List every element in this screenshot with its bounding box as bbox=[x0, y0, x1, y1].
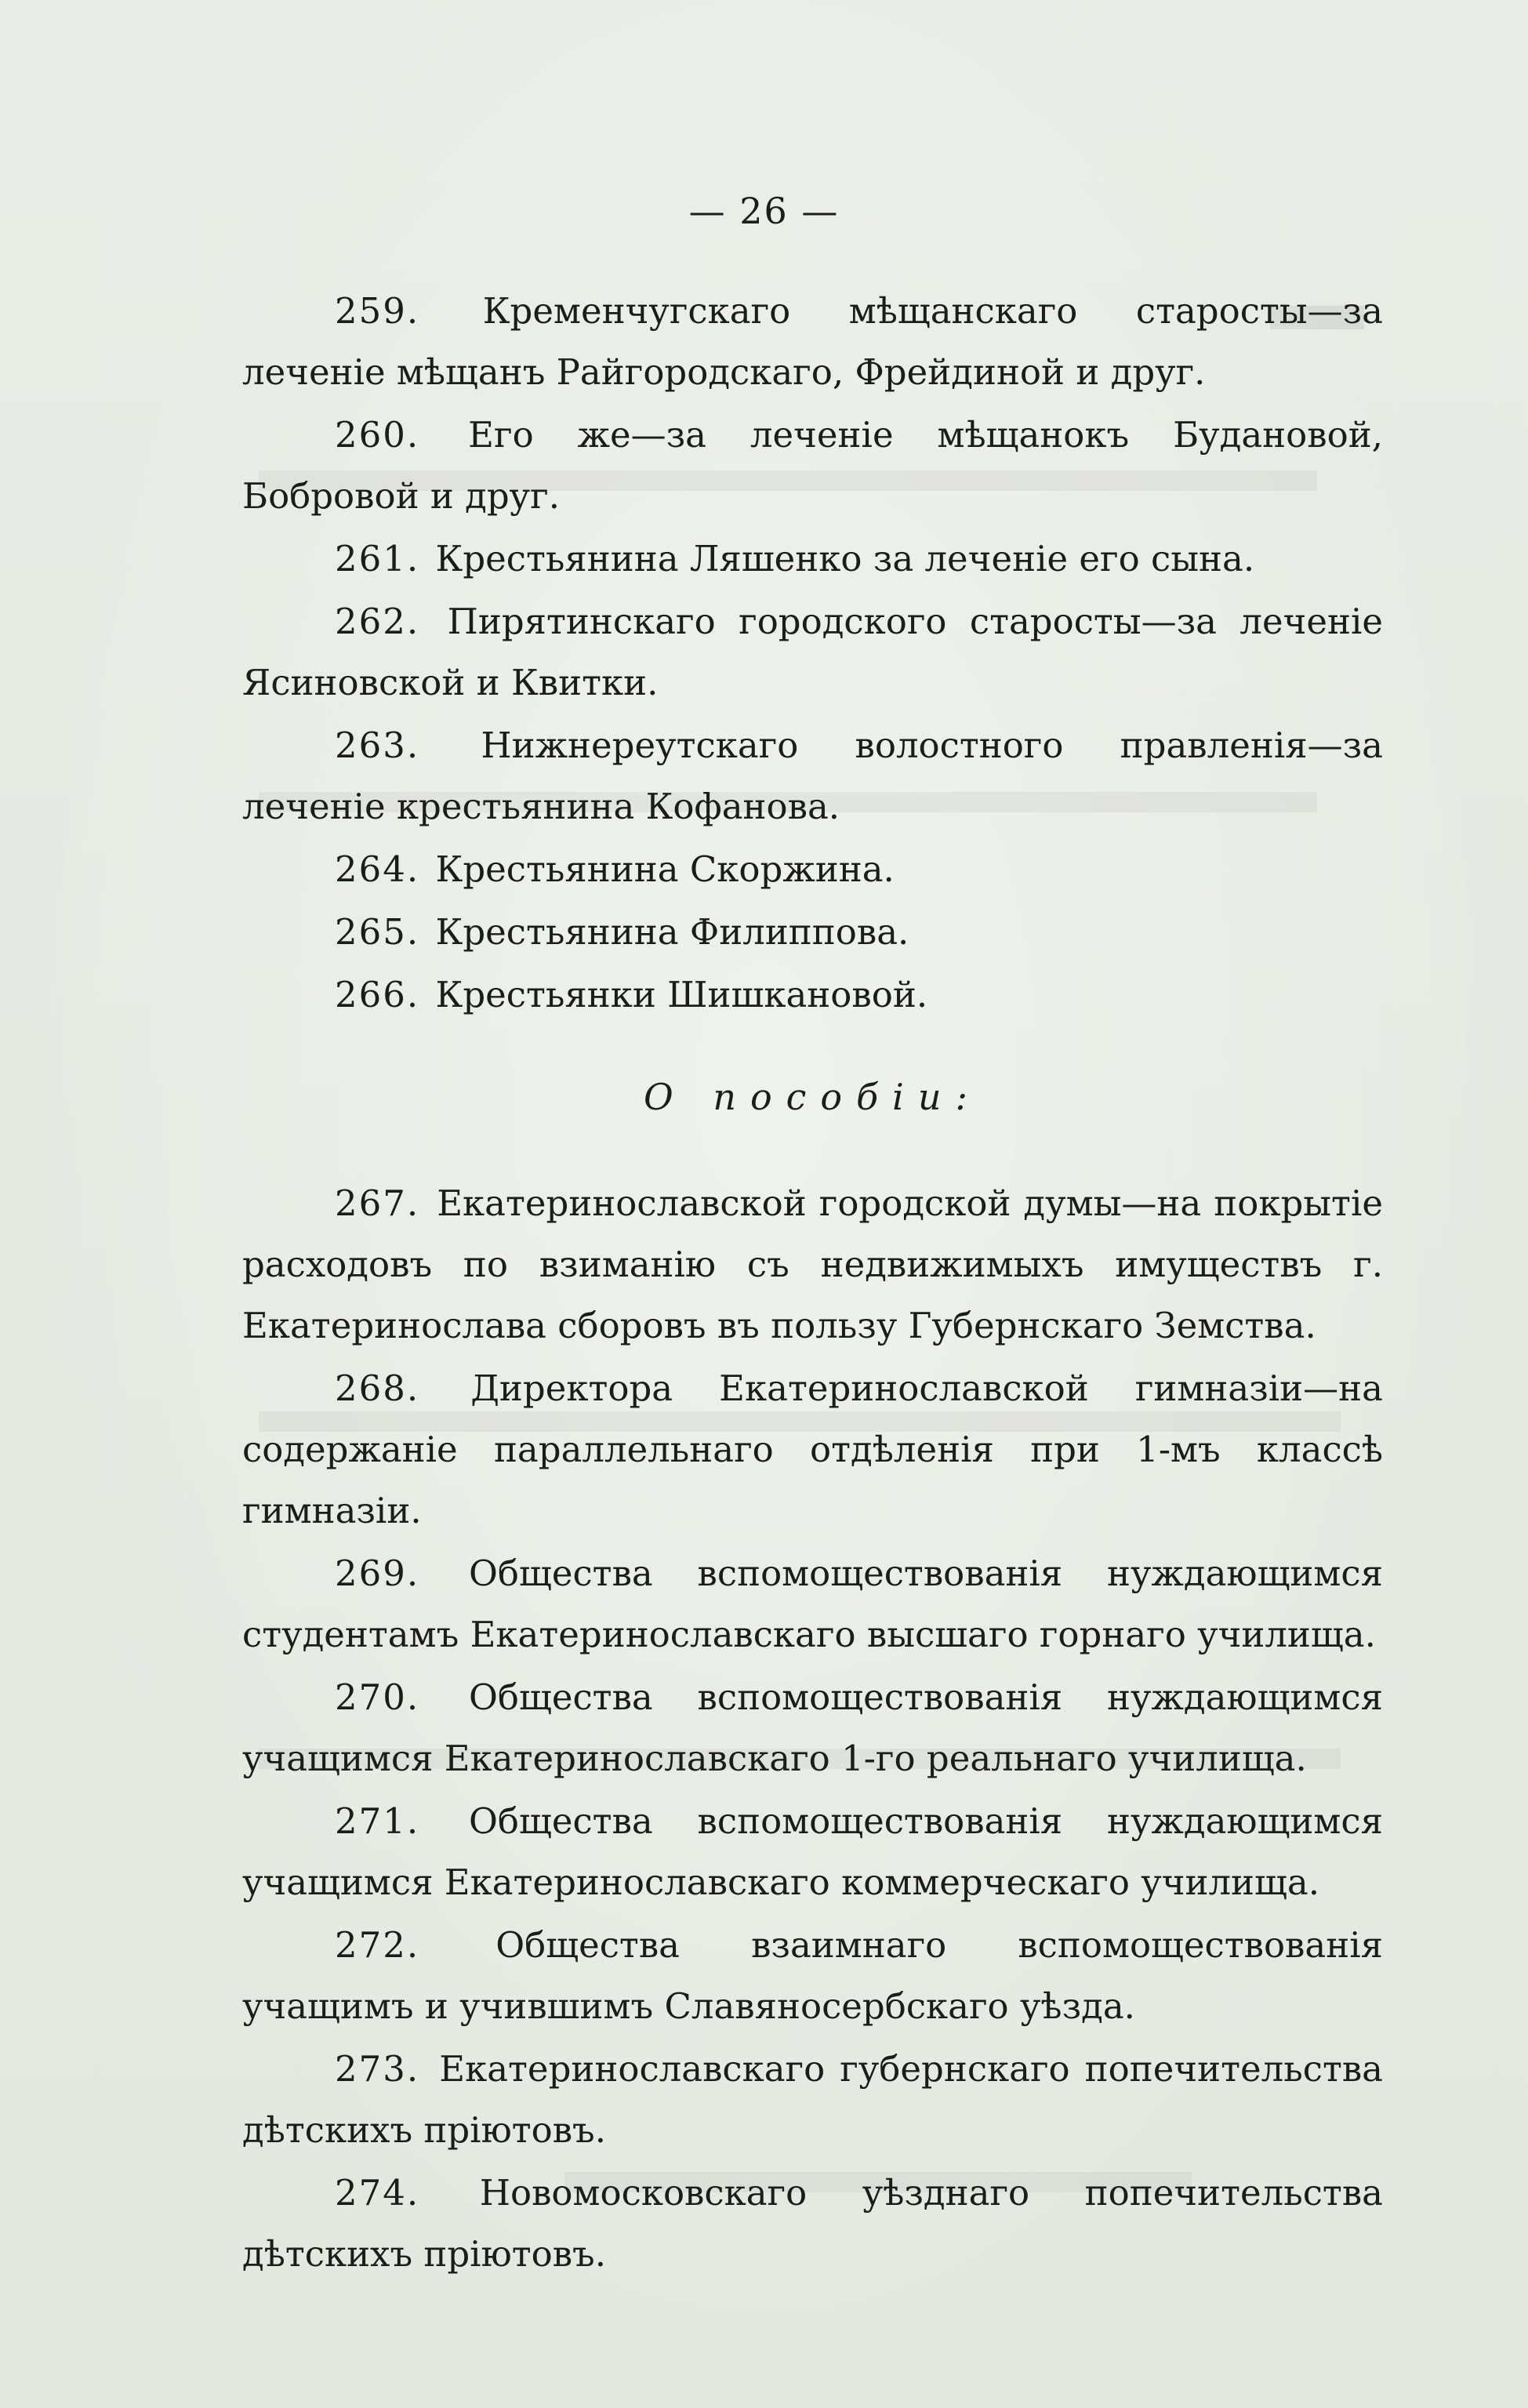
list-item bbox=[242, 528, 1383, 590]
entry-text: Кременчугскаго мѣщанскаго старосты—за леченіе мѣщанъ Райгородскаго, Фрейдиной и друг. bbox=[242, 290, 1383, 393]
entry-text: Общества вспомоществованія нуждающимся учащимся Екатеринославскаго коммерческаго училища. bbox=[242, 1800, 1383, 1903]
entry-number: 274. bbox=[335, 2172, 420, 2214]
entry-text: Крестьянина Ляшенко за леченіе его сына. bbox=[435, 538, 1255, 579]
entry-text: Пирятинскаго городского старосты—за леченіе Ясиновской и Квитки. bbox=[242, 601, 1383, 703]
list-item bbox=[242, 964, 1383, 1026]
entry-text: Новомосковскаго уѣзднаго попечительства дѣтскихъ пріютовъ. bbox=[242, 2172, 1383, 2275]
list-item bbox=[242, 1173, 1383, 1357]
entry-number: 260. bbox=[335, 414, 420, 456]
section-heading: О пособіи: bbox=[643, 1076, 982, 1118]
page-number: — 26 — bbox=[688, 190, 840, 232]
entry-text: Общества взаимнаго вспомоществованія учащимъ и учившимъ Славяносербскаго уѣзда. bbox=[242, 1924, 1383, 2027]
list-item bbox=[242, 715, 1383, 837]
entry-text: Общества вспомоществованія нуждающимся студентамъ Екатеринославскаго высшаго горнаго училища. bbox=[242, 1553, 1383, 1655]
entry-text: Крестьянина Филиппова. bbox=[435, 911, 909, 953]
list-item bbox=[242, 591, 1383, 714]
entry-number: 265. bbox=[335, 911, 420, 953]
list-item bbox=[242, 1667, 1383, 1789]
entry-text: Общества вспомоществованія нуждающимся учащимся Екатеринославскаго 1-го реальнаго училища. bbox=[242, 1676, 1383, 1779]
entry-number: 268. bbox=[335, 1367, 420, 1409]
entry-text: Его же—за леченіе мѣщанокъ Будановой, Бобровой и друг. bbox=[242, 414, 1383, 517]
list-item bbox=[242, 405, 1383, 527]
entry-number: 269. bbox=[335, 1553, 420, 1594]
list-item bbox=[242, 902, 1383, 963]
entry-number: 267. bbox=[335, 1182, 420, 1224]
list-item bbox=[242, 1915, 1383, 2037]
list-item bbox=[242, 1543, 1383, 1665]
entry-number: 272. bbox=[335, 1924, 420, 1966]
entry-text: Нижнереутскаго волостного правленія—за леченіе крестьянина Кофанова. bbox=[242, 725, 1384, 827]
entry-number: 271. bbox=[335, 1800, 420, 1842]
entry-number: 264. bbox=[335, 848, 420, 890]
entry-text: Крестьянки Шишкановой. bbox=[435, 974, 928, 1015]
entry-text: Екатеринославской городской думы—на покрытіе расходовъ по взиманію съ недвижимыхъ имуществъ г. Екатеринослава сборовъ въ пользу Губернскаго Земства. bbox=[242, 1182, 1383, 1346]
entry-text: Крестьянина Скоржина. bbox=[435, 848, 895, 890]
entry-number: 270. bbox=[335, 1676, 420, 1718]
entry-text: Екатеринославскаго губернскаго попечительства дѣтскихъ пріютовъ. bbox=[242, 2048, 1383, 2151]
list-item bbox=[242, 1791, 1383, 1913]
entry-text: Директора Екатеринославской гимназіи—на содержаніе параллельнаго отдѣленія при 1-мъ классѣ гимназіи. bbox=[242, 1367, 1383, 1531]
document-body bbox=[242, 281, 1383, 2286]
entry-number: 259. bbox=[335, 290, 420, 332]
entry-number: 262. bbox=[335, 601, 420, 642]
entry-number: 261. bbox=[335, 538, 420, 579]
entry-number: 273. bbox=[335, 2048, 420, 2090]
list-item bbox=[242, 2163, 1383, 2285]
entry-number: 266. bbox=[335, 974, 420, 1015]
list-item bbox=[242, 2039, 1383, 2161]
list-item bbox=[242, 1358, 1383, 1542]
list-item bbox=[242, 281, 1383, 403]
list-item bbox=[242, 839, 1383, 900]
entry-number: 263. bbox=[335, 725, 420, 766]
